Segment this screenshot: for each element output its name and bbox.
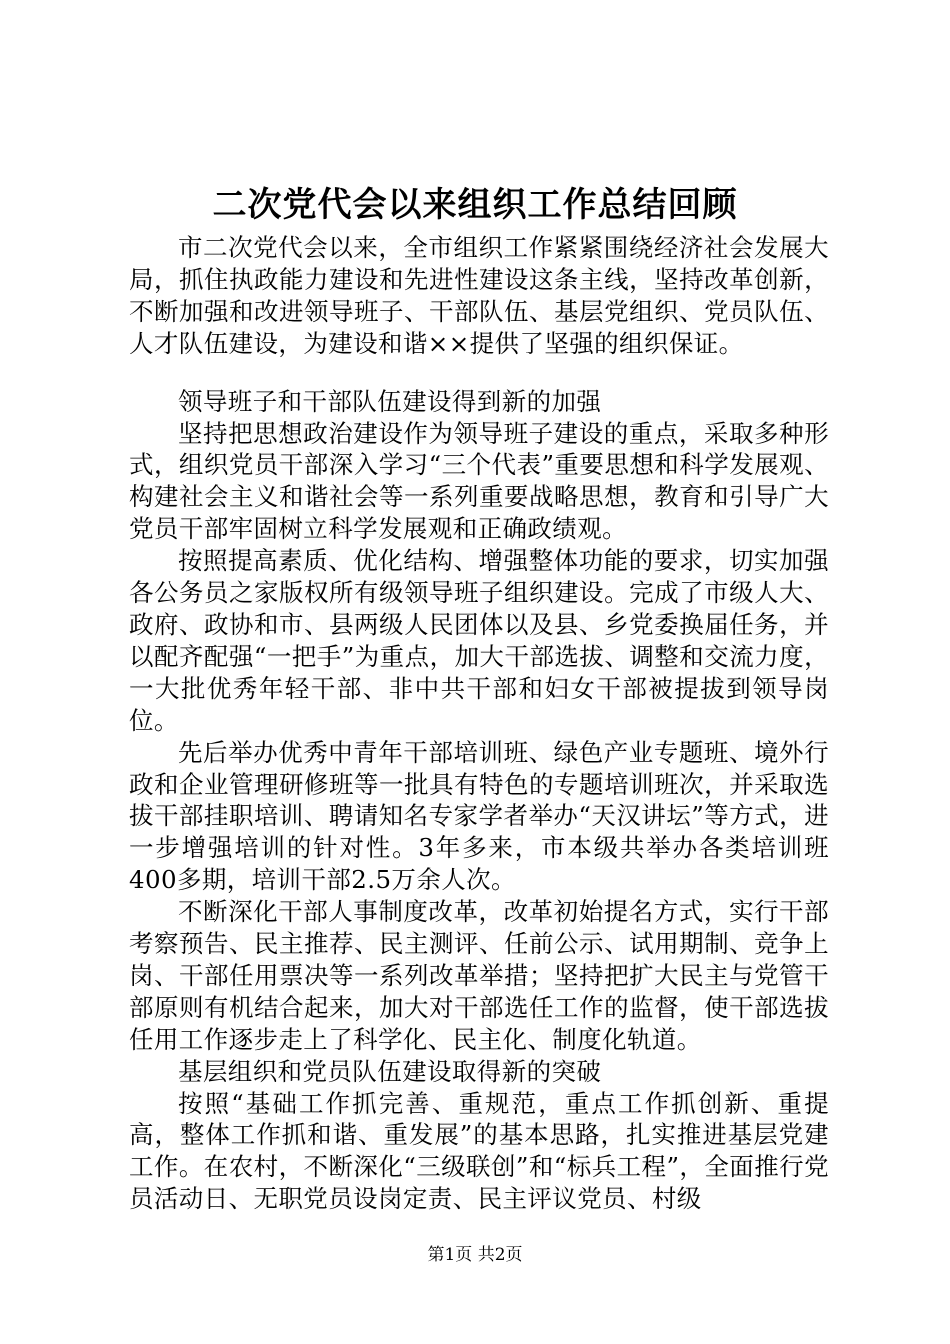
body-paragraph: 按照“基础工作抓完善、重规范，重点工作抓创新、重提高，整体工作抓和谐、重发展”的基本思路，扎实推进基层党建工作。在农村，不断深化“三级联创”和“标兵工程”，全面推行党员活动日、无职党员设岗定责、民主评议党员、村级 [129, 1088, 829, 1214]
body-paragraph: 按照提高素质、优化结构、增强整体功能的要求，切实加强各公务员之家版权所有级领导班子组织建设。完成了市级人大、政府、政协和市、县两级人民团体以及县、乡党委换届任务，并以配齐配强“一把手”为重点，加大干部选拔、调整和交流力度，一大批优秀年轻干部、非中共干部和妇女干部被提拔到领导岗位。 [129, 546, 829, 735]
body-paragraph: 坚持把思想政治建设作为领导班子建设的重点，采取多种形式，组织党员干部深入学习“三个代表”重要思想和科学发展观、构建社会主义和谐社会等一系列重要战略思想，教育和引导广大党员干部牢固树立科学发展观和正确政绩观。 [129, 418, 829, 544]
document-body [129, 232, 829, 1215]
section-heading: 领导班子和干部队伍建设得到新的加强 [178, 386, 602, 416]
section-heading: 基层组织和党员队伍建设取得新的突破 [178, 1056, 602, 1086]
intro-paragraph: 市二次党代会以来，全市组织工作紧紧围绕经济社会发展大局，抓住执政能力建设和先进性建设这条主线，坚持改革创新，不断加强和改进领导班子、干部队伍、基层党组织、党员队伍、人才队伍建设，为建设和谐××提供了坚强的组织保证。 [129, 233, 829, 358]
body-paragraph: 先后举办优秀中青年干部培训班、绿色产业专题班、境外行政和企业管理研修班等一批具有特色的专题培训班次，并采取选拔干部挂职培训、聘请知名专家学者举办“天汉讲坛”等方式，进一步增强培训的针对性。3年多来，市本级共举办各类培训班400多期，培训干部2.5万余人次。 [129, 737, 829, 895]
document-title: 二次党代会以来组织工作总结回顾 [212, 185, 738, 225]
page-footer: 第1页 共2页 [427, 1245, 523, 1265]
body-paragraph: 不断深化干部人事制度改革，改革初始提名方式，实行干部考察预告、民主推荐、民主测评、任前公示、试用期制、竞争上岗、干部任用票决等一系列改革举措；坚持把扩大民主与党管干部原则有机结合起来，加大对干部选任工作的监督，使干部选拔任用工作逐步走上了科学化、民主化、制度化轨道。 [129, 897, 829, 1054]
